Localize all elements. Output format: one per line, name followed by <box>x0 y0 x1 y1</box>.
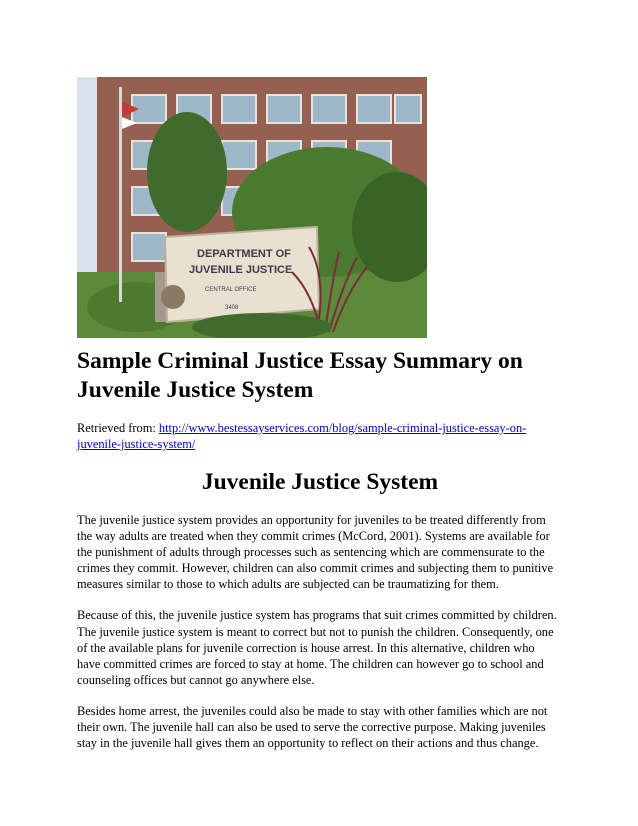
paragraph: Besides home arrest, the juveniles could also be made to stay with other families which are not their own. The juvenile hall can also be used to serve the corrective purpose. Making juveniles stay in the juvenile hall gives them an opportunity to reflect on their actions and thus change. <box>77 703 548 751</box>
essay-body <box>77 512 561 766</box>
document-title: Sample Criminal Justice Essay Summary on Juvenile Justice System <box>77 348 523 403</box>
section-title: Juvenile Justice System <box>201 469 439 495</box>
source-link[interactable]: http://www.bestessayservices.com/blog/sample-criminal-justice-essay-on-juvenile-justice-system/ <box>77 421 527 451</box>
paragraph: Because of this, the juvenile justice system has programs that suit crimes committed by children. The juvenile justice system is meant to correct but not to punish the children. Consequently, one of the available plans for juvenile correction is house arrest. In this alternative, children who have committed crimes are forced to stay at home. The children can however go to school and counseling offices but cannot go anywhere else. <box>77 608 557 687</box>
paragraph: The juvenile justice system provides an opportunity for juveniles to be treated differently from the way adults are treated when they commit crimes (McCord, 2001). Systems are available for the punishment of adults through processes such as sentencing which are commensurate to the crimes they commit. However, children can also commit crimes and subjecting them to punitive measures similar to those to which adults are subjected can be traumatizing for them. <box>77 513 554 592</box>
department-of-juvenile-justice-photo <box>77 77 427 338</box>
sign-line-2: JUVENILE JUSTICE <box>189 264 293 276</box>
retrieved-line <box>77 420 567 452</box>
sign-number: 3408 <box>225 305 239 311</box>
sign-line-3: CENTRAL OFFICE <box>205 287 257 293</box>
sign-line-1: DEPARTMENT OF <box>197 248 291 260</box>
retrieved-label: Retrieved from: <box>77 421 159 435</box>
